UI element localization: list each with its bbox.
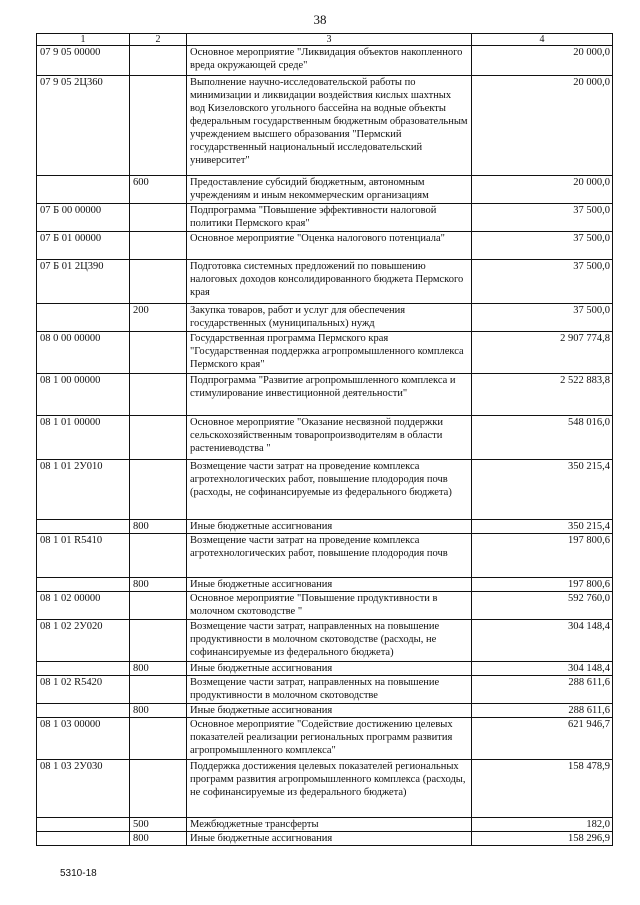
row-name: Основное мероприятие "Ликвидация объектов накопленного вреда окружающей среде" <box>187 46 472 76</box>
row-code: 08 1 01 R5410 <box>37 534 130 578</box>
row-amount: 37 500,0 <box>472 260 613 304</box>
row-type <box>130 760 187 818</box>
row-name: Возмещение части затрат на проведение комплекса агротехнологических работ, повышение плодородия почв <box>187 534 472 578</box>
row-name: Поддержка достижения целевых показателей региональных программ развития агропромышленного комплекса (расходы, не софинансируемые из федерального бюджета) <box>187 760 472 818</box>
row-name: Предоставление субсидий бюджетным, автономным учреждениям и иным некоммерческим организациям <box>187 176 472 204</box>
table-row <box>37 304 613 332</box>
table-row <box>37 760 613 818</box>
row-type <box>130 374 187 416</box>
row-code: 08 1 01 00000 <box>37 416 130 460</box>
row-amount: 621 946,7 <box>472 718 613 760</box>
table-row <box>37 232 613 260</box>
row-name: Иные бюджетные ассигнования <box>187 662 472 676</box>
row-amount: 304 148,4 <box>472 620 613 662</box>
row-amount: 288 611,6 <box>472 704 613 718</box>
table-row <box>37 592 613 620</box>
row-type <box>130 204 187 232</box>
row-amount: 37 500,0 <box>472 204 613 232</box>
row-name: Иные бюджетные ассигнования <box>187 578 472 592</box>
table-row <box>37 832 613 846</box>
row-name: Возмещение части затрат, направленных на повышение продуктивности в молочном скотоводстве (расходы, не софинансируемые из федерального бюджета) <box>187 620 472 662</box>
table-row <box>37 332 613 374</box>
row-code <box>37 832 130 846</box>
table-row <box>37 374 613 416</box>
row-type <box>130 332 187 374</box>
row-amount: 548 016,0 <box>472 416 613 460</box>
row-code: 08 1 00 00000 <box>37 374 130 416</box>
row-name: Государственная программа Пермского края "Государственная поддержка агропромышленного комплекса Пермского края" <box>187 332 472 374</box>
row-name: Основное мероприятие "Повышение продуктивности в молочном скотоводстве " <box>187 592 472 620</box>
row-type: 200 <box>130 304 187 332</box>
table-row <box>37 416 613 460</box>
row-code: 08 1 03 2У030 <box>37 760 130 818</box>
table-row <box>37 76 613 176</box>
table-row <box>37 704 613 718</box>
row-amount: 350 215,4 <box>472 460 613 520</box>
row-amount: 20 000,0 <box>472 46 613 76</box>
table-row <box>37 260 613 304</box>
row-code: 08 1 02 2У020 <box>37 620 130 662</box>
row-code <box>37 578 130 592</box>
row-type <box>130 534 187 578</box>
table-row <box>37 520 613 534</box>
row-type: 800 <box>130 704 187 718</box>
row-code <box>37 304 130 332</box>
row-name: Закупка товаров, работ и услуг для обеспечения государственных (муниципальных) нужд <box>187 304 472 332</box>
page-number: 38 <box>313 12 327 27</box>
row-name: Подготовка системных предложений по повышению налоговых доходов консолидированного бюджета Пермского края <box>187 260 472 304</box>
row-type: 800 <box>130 578 187 592</box>
table-row <box>37 46 613 76</box>
row-type <box>130 260 187 304</box>
row-name: Выполнение научно-исследовательской работы по минимизации и ликвидации воздействия кислых шахтных вод Кизеловского угольного бассейна на водные объекты федеральным государственным бюджетным образовательным учреждением высшего образования "Пермский государственный национальный исследовательский университет" <box>187 76 472 176</box>
row-amount: 197 800,6 <box>472 534 613 578</box>
table-row <box>37 676 613 704</box>
row-amount: 158 296,9 <box>472 832 613 846</box>
row-code <box>37 818 130 832</box>
row-code: 07 9 05 00000 <box>37 46 130 76</box>
row-type: 600 <box>130 176 187 204</box>
row-type <box>130 620 187 662</box>
row-amount: 2 522 883,8 <box>472 374 613 416</box>
table-row <box>37 718 613 760</box>
row-type <box>130 76 187 176</box>
row-code <box>37 176 130 204</box>
row-amount: 158 478,9 <box>472 760 613 818</box>
row-name: Иные бюджетные ассигнования <box>187 832 472 846</box>
table-row <box>37 204 613 232</box>
row-code <box>37 662 130 676</box>
row-name: Основное мероприятие "Оценка налогового потенциала" <box>187 232 472 260</box>
row-code <box>37 520 130 534</box>
row-type <box>130 718 187 760</box>
document-code: 5310-18 <box>60 868 97 879</box>
row-amount: 2 907 774,8 <box>472 332 613 374</box>
row-code: 08 1 02 00000 <box>37 592 130 620</box>
row-name: Иные бюджетные ассигнования <box>187 520 472 534</box>
table-row <box>37 578 613 592</box>
row-amount: 592 760,0 <box>472 592 613 620</box>
row-name: Подпрограмма "Повышение эффективности налоговой политики Пермского края" <box>187 204 472 232</box>
row-type: 800 <box>130 662 187 676</box>
row-code: 07 9 05 2Ц360 <box>37 76 130 176</box>
row-code: 07 Б 01 00000 <box>37 232 130 260</box>
table-row <box>37 662 613 676</box>
row-type <box>130 676 187 704</box>
row-amount: 288 611,6 <box>472 676 613 704</box>
row-amount: 182,0 <box>472 818 613 832</box>
row-amount: 37 500,0 <box>472 232 613 260</box>
row-amount: 304 148,4 <box>472 662 613 676</box>
table-row <box>37 460 613 520</box>
row-type: 800 <box>130 520 187 534</box>
row-code: 07 Б 00 00000 <box>37 204 130 232</box>
row-code: 08 1 02 R5420 <box>37 676 130 704</box>
row-amount: 350 215,4 <box>472 520 613 534</box>
row-type <box>130 232 187 260</box>
row-name: Подпрограмма "Развитие агропромышленного комплекса и стимулирование инвестиционной деятельности" <box>187 374 472 416</box>
column-header-amount: 4 <box>472 34 613 46</box>
row-code: 08 1 01 2У010 <box>37 460 130 520</box>
table-row <box>37 176 613 204</box>
row-code: 08 0 00 00000 <box>37 332 130 374</box>
row-amount: 37 500,0 <box>472 304 613 332</box>
row-type <box>130 416 187 460</box>
column-header-name: 3 <box>187 34 472 46</box>
row-amount: 20 000,0 <box>472 176 613 204</box>
row-name: Межбюджетные трансферты <box>187 818 472 832</box>
row-code: 08 1 03 00000 <box>37 718 130 760</box>
budget-table <box>36 33 613 846</box>
column-header-code: 1 <box>37 34 130 46</box>
row-type: 800 <box>130 832 187 846</box>
row-type <box>130 46 187 76</box>
row-name: Основное мероприятие "Оказание несвязной поддержки сельскохозяйственным товаропроизводителям в области растениеводства " <box>187 416 472 460</box>
table-row <box>37 534 613 578</box>
row-type: 500 <box>130 818 187 832</box>
row-name: Возмещение части затрат на проведение комплекса агротехнологических работ, повышение плодородия почв (расходы, не софинансируемые из федерального бюджета) <box>187 460 472 520</box>
table-header-row <box>37 34 613 46</box>
row-code <box>37 704 130 718</box>
row-amount: 197 800,6 <box>472 578 613 592</box>
row-type <box>130 592 187 620</box>
row-code: 07 Б 01 2Ц390 <box>37 260 130 304</box>
row-type <box>130 460 187 520</box>
row-amount: 20 000,0 <box>472 76 613 176</box>
row-name: Иные бюджетные ассигнования <box>187 704 472 718</box>
column-header-type: 2 <box>130 34 187 46</box>
table-row <box>37 818 613 832</box>
table-row <box>37 620 613 662</box>
row-name: Основное мероприятие "Содействие достижению целевых показателей реализации региональных программ развития агропромышленного комплекса" <box>187 718 472 760</box>
row-name: Возмещение части затрат, направленных на повышение продуктивности в молочном скотоводстве <box>187 676 472 704</box>
